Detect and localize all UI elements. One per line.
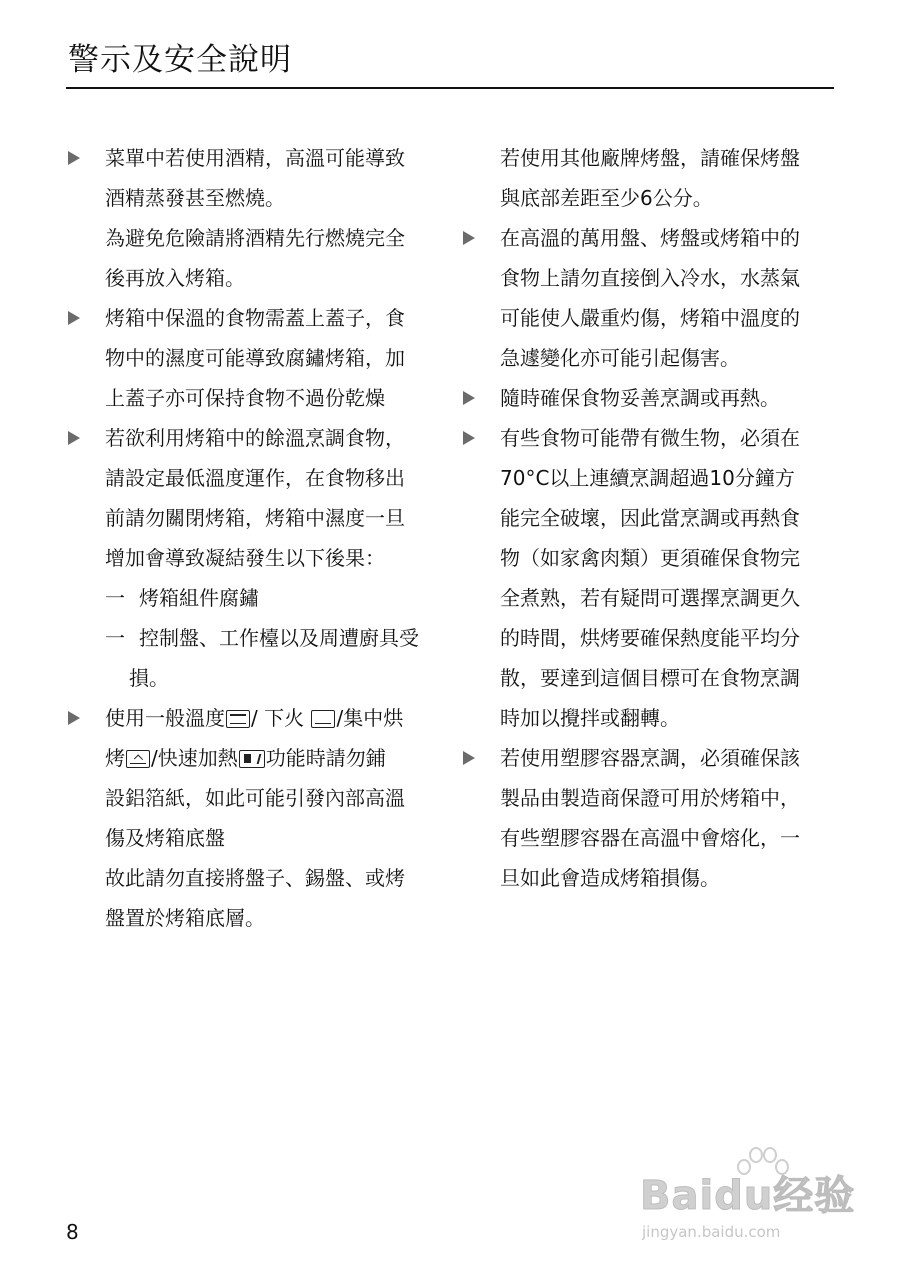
text-fragment: 功能時請勿鋪 [265,746,386,770]
quick-heat-icon [239,750,265,768]
line-text: 增加會導致凝結發生以下後果： [105,546,385,570]
list-item-continuation [463,538,838,578]
list-item-continuation [68,258,446,298]
dash-marker: 一 [105,626,125,650]
list-item-continuation [68,338,446,378]
list-item-continuation [463,338,838,378]
line-text: 在高溫的萬用盤、烤盤或烤箱中的 [500,226,800,250]
list-item-continuation [463,818,838,858]
line-text: 全煮熟，若有疑問可選擇烹調更久 [500,586,800,610]
line-text: 旦如此會造成烤箱損傷。 [500,866,720,890]
list-item [463,418,838,458]
line-text: 可能使人嚴重灼傷，烤箱中溫度的 [500,306,800,330]
line-text: 請設定最低溫度運作，在食物移出 [105,466,405,490]
list-item-continuation: 設鋁箔紙，如此可能引發內部高溫 [105,786,405,810]
line-text: 與底部差距至少6公分。 [500,186,713,210]
dash-marker: 一 [105,586,125,610]
text-fragment: 使用一般溫度 [105,706,225,730]
line-text: 物（如家禽肉類）更須確保食物完 [500,546,800,570]
line-text: 若欲利用烤箱中的餘溫烹調食物， [105,426,405,450]
list-item-continuation [463,298,838,338]
line-text: 的時間，烘烤要確保熱度能平均分 [500,626,800,650]
line-text: 隨時確保食物妥善烹調或再熱。 [500,386,780,410]
list-item-continuation [463,778,838,818]
line-text: 70°C以上連續烹調超過10分鐘方 [500,466,795,490]
list-item-continuation [463,858,838,898]
list-item-continuation [68,538,446,578]
line-text: 食物上請勿直接倒入冷水，水蒸氣 [500,266,800,290]
line-text: 有些塑膠容器在高溫中會熔化，一 [500,826,800,850]
line-text: 製品由製造商保證可用於烤箱中， [500,786,800,810]
list-item-continuation: 傷及烤箱底盤 [105,826,225,850]
list-item-continuation [463,178,838,218]
bullet-arrow-icon [463,738,483,778]
line-text: 酒精蒸發甚至燃燒。 [105,186,285,210]
line-text: 損。 [129,666,169,690]
top-bottom-heat-icon [226,710,250,728]
list-item-continuation: 盤置於烤箱底層。 [105,906,265,930]
title-divider [66,87,834,89]
line-text: 菜單中若使用酒精，高溫可能導致 [105,146,405,170]
list-item [463,218,838,258]
line-text: 若使用其他廠牌烤盤，請確保烤盤 [500,146,800,170]
bottom-heat-icon [311,710,335,728]
text-fragment: / 下火 [251,706,305,730]
line-text: 物中的濕度可能導致腐鏽烤箱，加 [105,346,405,370]
bullet-arrow-icon [68,298,88,338]
line-text: 上蓋子亦可保持食物不過份乾燥 [105,386,385,410]
list-item-continuation: 故此請勿直接將盤子、錫盤、或烤 [105,866,405,890]
list-item-continuation [463,618,838,658]
bullet-arrow-icon [68,138,88,178]
watermark [640,1145,860,1245]
line-text: 烤箱中保溫的食物需蓋上蓋子，食 [105,306,405,330]
text-fragment: /集中烘 [336,706,404,730]
line-text: 散，要達到這個目標可在食物烹調 [500,666,800,690]
sub-list-item [68,578,446,618]
list-item-continuation [68,458,446,498]
page-title: 警示及安全說明 [68,42,292,78]
list-item-continuation [463,578,838,618]
list-item-continuation [68,658,446,698]
list-item [68,418,446,458]
list-item-continuation [463,498,838,538]
list-item-continuation [68,378,446,418]
bullet-arrow-icon [463,418,483,458]
fan-bake-icon [126,750,150,768]
bullet-arrow-icon [463,218,483,258]
list-item-continuation [463,658,838,698]
list-item-continuation [68,738,446,778]
watermark-url: jingyan.baidu.com [642,1223,781,1241]
line-text: 控制盤、工作檯以及周遭廚具受 [139,626,419,650]
watermark-logo: Baidu经验 [640,1173,856,1219]
list-item-continuation [68,498,446,538]
left-column [68,138,446,938]
text-fragment: /快速加熱 [151,746,238,770]
line-text: 急遽變化亦可能引起傷害。 [500,346,740,370]
list-item-continuation [68,218,446,258]
right-column [463,138,838,898]
line-text: 前請勿關閉烤箱，烤箱中濕度一旦 [105,506,405,530]
line-text: 烤箱組件腐鏽 [139,586,259,610]
list-item-continuation [68,178,446,218]
list-item-continuation [463,138,838,178]
line-text: 若使用塑膠容器烹調，必須確保該 [500,746,800,770]
text-fragment: 烤 [105,746,125,770]
line-text: 後再放入烤箱。 [105,266,245,290]
line-text: 為避免危險請將酒精先行燃燒完全 [105,226,405,250]
page-number: 8 [66,1220,79,1244]
bullet-arrow-icon [68,418,88,458]
list-item-icon-warning [68,698,446,738]
bullet-arrow-icon [68,698,88,738]
list-item-continuation [463,258,838,298]
list-item [463,738,838,778]
line-text: 能完全破壞，因此當烹調或再熱食 [500,506,800,530]
list-item [463,378,838,418]
list-item [68,298,446,338]
line-text: 時加以攪拌或翻轉。 [500,706,680,730]
list-item-continuation [463,458,838,498]
line-text: 有些食物可能帶有微生物，必須在 [500,426,800,450]
list-item [68,138,446,178]
list-item-continuation [463,698,838,738]
sub-list-item [68,618,446,658]
bullet-arrow-icon [463,378,483,418]
